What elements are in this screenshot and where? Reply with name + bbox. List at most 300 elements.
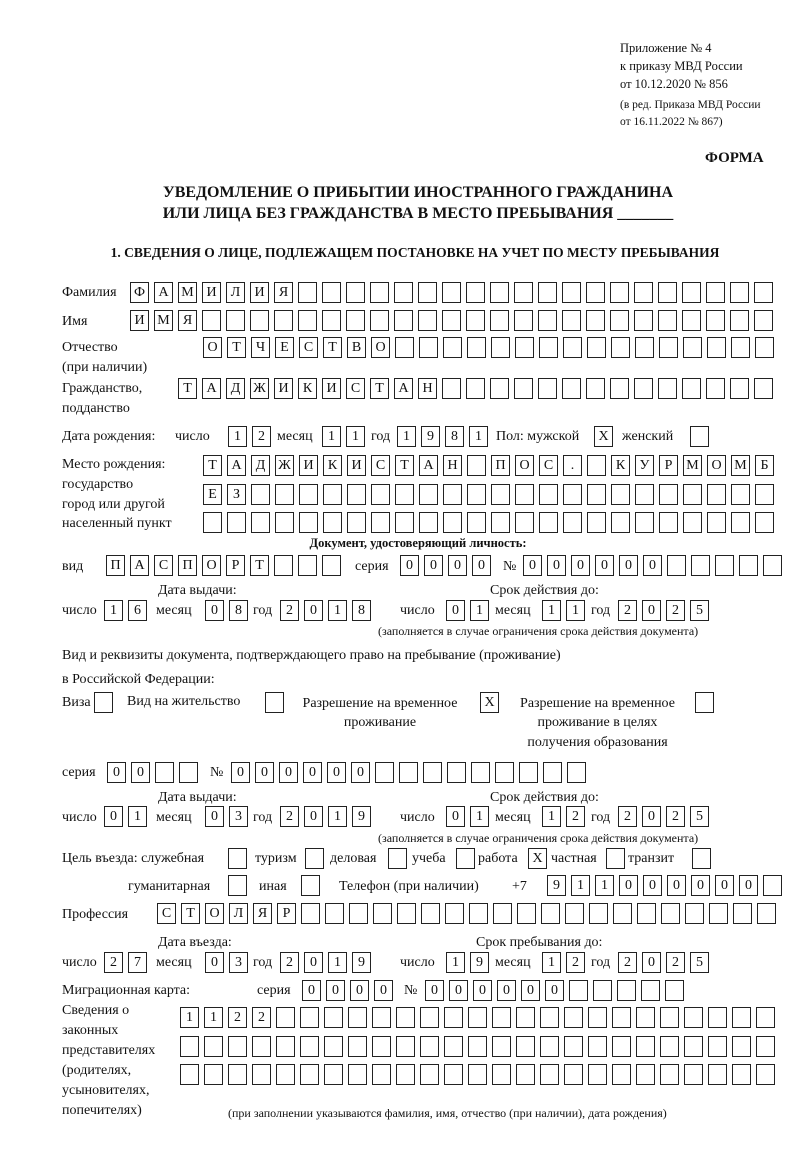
letter-cell[interactable] — [684, 1064, 703, 1085]
letter-cell[interactable] — [610, 378, 629, 399]
letter-cell[interactable]: 1 — [469, 426, 488, 447]
letter-cell[interactable] — [514, 282, 533, 303]
letter-cell[interactable] — [682, 310, 701, 331]
letter-cell[interactable] — [299, 512, 318, 533]
letter-cell[interactable] — [371, 484, 390, 505]
checkbox[interactable] — [388, 848, 407, 869]
letter-cell[interactable] — [637, 903, 656, 924]
letter-cell[interactable] — [371, 512, 390, 533]
letter-cell[interactable]: 2 — [252, 1007, 271, 1028]
letter-cell[interactable]: 0 — [279, 762, 298, 783]
letter-cell[interactable]: 0 — [642, 806, 661, 827]
letter-cell[interactable] — [732, 1007, 751, 1028]
letter-cell[interactable]: И — [274, 378, 293, 399]
letter-cell[interactable] — [586, 310, 605, 331]
letter-cell[interactable]: А — [227, 455, 246, 476]
letter-cell[interactable] — [324, 1007, 343, 1028]
letter-cell[interactable] — [300, 1007, 319, 1028]
letter-cell[interactable] — [490, 378, 509, 399]
letter-cell[interactable]: 0 — [523, 555, 542, 576]
letter-cell[interactable]: Е — [203, 484, 222, 505]
letter-cell[interactable]: Ч — [251, 337, 270, 358]
letter-cell[interactable] — [540, 1007, 559, 1028]
letter-cell[interactable] — [731, 337, 750, 358]
letter-cell[interactable] — [468, 1064, 487, 1085]
letter-cell[interactable] — [251, 484, 270, 505]
letter-cell[interactable] — [515, 337, 534, 358]
letter-cell[interactable] — [587, 484, 606, 505]
letter-cell[interactable]: 1 — [322, 426, 341, 447]
letter-cell[interactable] — [467, 455, 486, 476]
letter-cell[interactable] — [444, 1036, 463, 1057]
letter-cell[interactable]: 0 — [425, 980, 444, 1001]
letter-cell[interactable] — [491, 512, 510, 533]
letter-cell[interactable] — [466, 378, 485, 399]
letter-cell[interactable] — [299, 484, 318, 505]
letter-cell[interactable]: Е — [275, 337, 294, 358]
letter-cell[interactable]: 1 — [104, 600, 123, 621]
letter-cell[interactable] — [395, 484, 414, 505]
letter-cell[interactable]: 2 — [618, 952, 637, 973]
letter-cell[interactable]: О — [707, 455, 726, 476]
checkbox[interactable] — [692, 848, 711, 869]
letter-cell[interactable]: А — [202, 378, 221, 399]
letter-cell[interactable] — [730, 310, 749, 331]
letter-cell[interactable]: О — [515, 455, 534, 476]
letter-cell[interactable] — [397, 903, 416, 924]
letter-cell[interactable]: Ж — [250, 378, 269, 399]
letter-cell[interactable]: 9 — [421, 426, 440, 447]
letter-cell[interactable] — [442, 378, 461, 399]
letter-cell[interactable] — [180, 1064, 199, 1085]
letter-cell[interactable]: 2 — [666, 952, 685, 973]
letter-cell[interactable]: . — [563, 455, 582, 476]
letter-cell[interactable]: 0 — [303, 762, 322, 783]
checkbox[interactable] — [690, 426, 709, 447]
letter-cell[interactable]: 0 — [255, 762, 274, 783]
letter-cell[interactable] — [395, 512, 414, 533]
letter-cell[interactable] — [682, 282, 701, 303]
letter-cell[interactable]: К — [611, 455, 630, 476]
letter-cell[interactable] — [755, 337, 774, 358]
letter-cell[interactable] — [467, 484, 486, 505]
letter-cell[interactable] — [514, 310, 533, 331]
letter-cell[interactable]: И — [130, 310, 149, 331]
letter-cell[interactable] — [491, 337, 510, 358]
letter-cell[interactable]: М — [731, 455, 750, 476]
letter-cell[interactable]: 2 — [666, 600, 685, 621]
letter-cell[interactable]: А — [154, 282, 173, 303]
letter-cell[interactable]: Р — [659, 455, 678, 476]
letter-cell[interactable] — [756, 1036, 775, 1057]
letter-cell[interactable]: 3 — [229, 806, 248, 827]
letter-cell[interactable] — [444, 1007, 463, 1028]
letter-cell[interactable]: И — [299, 455, 318, 476]
letter-cell[interactable]: 8 — [352, 600, 371, 621]
letter-cell[interactable] — [468, 1036, 487, 1057]
letter-cell[interactable] — [490, 310, 509, 331]
letter-cell[interactable] — [564, 1007, 583, 1028]
letter-cell[interactable] — [492, 1007, 511, 1028]
letter-cell[interactable] — [665, 980, 684, 1001]
letter-cell[interactable] — [563, 337, 582, 358]
letter-cell[interactable] — [466, 310, 485, 331]
letter-cell[interactable] — [491, 484, 510, 505]
letter-cell[interactable] — [396, 1036, 415, 1057]
letter-cell[interactable]: 9 — [547, 875, 566, 896]
letter-cell[interactable]: 1 — [542, 600, 561, 621]
letter-cell[interactable] — [755, 512, 774, 533]
letter-cell[interactable]: 0 — [449, 980, 468, 1001]
letter-cell[interactable] — [373, 903, 392, 924]
letter-cell[interactable] — [587, 455, 606, 476]
letter-cell[interactable]: Т — [227, 337, 246, 358]
letter-cell[interactable] — [180, 1036, 199, 1057]
letter-cell[interactable] — [660, 1007, 679, 1028]
letter-cell[interactable]: О — [205, 903, 224, 924]
letter-cell[interactable] — [228, 1064, 247, 1085]
letter-cell[interactable]: 1 — [446, 952, 465, 973]
letter-cell[interactable]: С — [299, 337, 318, 358]
letter-cell[interactable]: П — [106, 555, 125, 576]
letter-cell[interactable]: 1 — [571, 875, 590, 896]
letter-cell[interactable] — [442, 310, 461, 331]
letter-cell[interactable] — [685, 903, 704, 924]
letter-cell[interactable] — [419, 512, 438, 533]
letter-cell[interactable] — [516, 1007, 535, 1028]
letter-cell[interactable] — [372, 1064, 391, 1085]
letter-cell[interactable]: И — [322, 378, 341, 399]
letter-cell[interactable] — [395, 337, 414, 358]
letter-cell[interactable]: 9 — [352, 952, 371, 973]
letter-cell[interactable]: 0 — [326, 980, 345, 1001]
letter-cell[interactable] — [493, 903, 512, 924]
checkbox[interactable]: X — [594, 426, 613, 447]
letter-cell[interactable]: 1 — [470, 600, 489, 621]
letter-cell[interactable]: 0 — [350, 980, 369, 1001]
letter-cell[interactable]: А — [130, 555, 149, 576]
letter-cell[interactable] — [515, 484, 534, 505]
letter-cell[interactable]: 0 — [374, 980, 393, 1001]
letter-cell[interactable] — [635, 512, 654, 533]
letter-cell[interactable] — [322, 310, 341, 331]
letter-cell[interactable] — [565, 903, 584, 924]
letter-cell[interactable] — [636, 1036, 655, 1057]
letter-cell[interactable]: П — [178, 555, 197, 576]
letter-cell[interactable] — [684, 1007, 703, 1028]
letter-cell[interactable]: Л — [229, 903, 248, 924]
letter-cell[interactable] — [323, 512, 342, 533]
letter-cell[interactable]: 0 — [643, 555, 662, 576]
letter-cell[interactable] — [709, 903, 728, 924]
letter-cell[interactable]: Т — [370, 378, 389, 399]
letter-cell[interactable] — [516, 1064, 535, 1085]
letter-cell[interactable] — [708, 1007, 727, 1028]
letter-cell[interactable]: 0 — [642, 600, 661, 621]
letter-cell[interactable] — [276, 1064, 295, 1085]
letter-cell[interactable]: 9 — [470, 952, 489, 973]
letter-cell[interactable] — [634, 378, 653, 399]
letter-cell[interactable]: С — [539, 455, 558, 476]
letter-cell[interactable] — [251, 512, 270, 533]
letter-cell[interactable]: Т — [181, 903, 200, 924]
letter-cell[interactable] — [730, 282, 749, 303]
letter-cell[interactable] — [538, 282, 557, 303]
letter-cell[interactable] — [346, 282, 365, 303]
letter-cell[interactable]: 5 — [690, 806, 709, 827]
letter-cell[interactable]: Т — [323, 337, 342, 358]
letter-cell[interactable] — [612, 1007, 631, 1028]
letter-cell[interactable]: 1 — [566, 600, 585, 621]
letter-cell[interactable] — [202, 310, 221, 331]
letter-cell[interactable]: 8 — [445, 426, 464, 447]
letter-cell[interactable] — [399, 762, 418, 783]
letter-cell[interactable] — [613, 903, 632, 924]
letter-cell[interactable] — [755, 484, 774, 505]
letter-cell[interactable] — [660, 1036, 679, 1057]
letter-cell[interactable] — [490, 282, 509, 303]
letter-cell[interactable] — [492, 1064, 511, 1085]
letter-cell[interactable] — [468, 1007, 487, 1028]
letter-cell[interactable] — [466, 282, 485, 303]
letter-cell[interactable] — [612, 1036, 631, 1057]
letter-cell[interactable] — [419, 484, 438, 505]
letter-cell[interactable] — [611, 337, 630, 358]
letter-cell[interactable] — [252, 1064, 271, 1085]
letter-cell[interactable]: 0 — [104, 806, 123, 827]
letter-cell[interactable] — [519, 762, 538, 783]
letter-cell[interactable]: М — [683, 455, 702, 476]
letter-cell[interactable] — [492, 1036, 511, 1057]
letter-cell[interactable]: 2 — [566, 952, 585, 973]
checkbox[interactable] — [265, 692, 284, 713]
letter-cell[interactable]: 9 — [352, 806, 371, 827]
letter-cell[interactable] — [733, 903, 752, 924]
letter-cell[interactable]: Р — [277, 903, 296, 924]
letter-cell[interactable] — [471, 762, 490, 783]
letter-cell[interactable]: 0 — [205, 952, 224, 973]
letter-cell[interactable] — [375, 762, 394, 783]
letter-cell[interactable] — [683, 512, 702, 533]
letter-cell[interactable] — [563, 512, 582, 533]
letter-cell[interactable] — [541, 903, 560, 924]
letter-cell[interactable] — [322, 282, 341, 303]
letter-cell[interactable] — [636, 1007, 655, 1028]
letter-cell[interactable] — [325, 903, 344, 924]
letter-cell[interactable]: 0 — [446, 600, 465, 621]
letter-cell[interactable]: 1 — [542, 952, 561, 973]
letter-cell[interactable] — [298, 310, 317, 331]
letter-cell[interactable] — [539, 512, 558, 533]
letter-cell[interactable]: 0 — [327, 762, 346, 783]
letter-cell[interactable] — [658, 282, 677, 303]
letter-cell[interactable] — [323, 484, 342, 505]
letter-cell[interactable] — [538, 310, 557, 331]
letter-cell[interactable] — [203, 512, 222, 533]
letter-cell[interactable]: Б — [755, 455, 774, 476]
letter-cell[interactable]: А — [394, 378, 413, 399]
letter-cell[interactable]: 1 — [128, 806, 147, 827]
letter-cell[interactable] — [562, 378, 581, 399]
letter-cell[interactable] — [586, 378, 605, 399]
letter-cell[interactable]: 1 — [397, 426, 416, 447]
letter-cell[interactable] — [739, 555, 758, 576]
letter-cell[interactable] — [324, 1036, 343, 1057]
letter-cell[interactable] — [538, 378, 557, 399]
letter-cell[interactable]: Л — [226, 282, 245, 303]
letter-cell[interactable] — [274, 555, 293, 576]
letter-cell[interactable] — [348, 1036, 367, 1057]
letter-cell[interactable]: 0 — [545, 980, 564, 1001]
letter-cell[interactable] — [659, 337, 678, 358]
letter-cell[interactable] — [324, 1064, 343, 1085]
letter-cell[interactable]: 2 — [666, 806, 685, 827]
letter-cell[interactable] — [346, 310, 365, 331]
letter-cell[interactable] — [660, 1064, 679, 1085]
letter-cell[interactable]: З — [227, 484, 246, 505]
letter-cell[interactable] — [588, 1064, 607, 1085]
letter-cell[interactable]: К — [298, 378, 317, 399]
letter-cell[interactable] — [420, 1064, 439, 1085]
letter-cell[interactable] — [707, 337, 726, 358]
letter-cell[interactable] — [635, 484, 654, 505]
checkbox[interactable] — [456, 848, 475, 869]
letter-cell[interactable]: 0 — [304, 952, 323, 973]
letter-cell[interactable]: О — [371, 337, 390, 358]
letter-cell[interactable] — [763, 555, 782, 576]
letter-cell[interactable]: 0 — [642, 952, 661, 973]
letter-cell[interactable] — [347, 484, 366, 505]
checkbox[interactable] — [695, 692, 714, 713]
letter-cell[interactable] — [611, 484, 630, 505]
letter-cell[interactable] — [706, 282, 725, 303]
letter-cell[interactable] — [732, 1064, 751, 1085]
letter-cell[interactable] — [731, 484, 750, 505]
letter-cell[interactable]: 0 — [739, 875, 758, 896]
letter-cell[interactable]: 3 — [229, 952, 248, 973]
letter-cell[interactable] — [420, 1007, 439, 1028]
letter-cell[interactable] — [396, 1007, 415, 1028]
letter-cell[interactable] — [298, 282, 317, 303]
letter-cell[interactable] — [370, 310, 389, 331]
letter-cell[interactable] — [636, 1064, 655, 1085]
letter-cell[interactable] — [634, 282, 653, 303]
letter-cell[interactable] — [515, 512, 534, 533]
letter-cell[interactable]: Ж — [275, 455, 294, 476]
letter-cell[interactable] — [300, 1064, 319, 1085]
letter-cell[interactable] — [588, 1007, 607, 1028]
letter-cell[interactable] — [564, 1064, 583, 1085]
letter-cell[interactable] — [684, 1036, 703, 1057]
checkbox[interactable]: X — [480, 692, 499, 713]
letter-cell[interactable]: 2 — [104, 952, 123, 973]
letter-cell[interactable] — [418, 310, 437, 331]
checkbox[interactable] — [94, 692, 113, 713]
letter-cell[interactable]: 5 — [690, 952, 709, 973]
letter-cell[interactable]: 0 — [571, 555, 590, 576]
letter-cell[interactable]: 1 — [328, 600, 347, 621]
letter-cell[interactable]: В — [347, 337, 366, 358]
letter-cell[interactable] — [732, 1036, 751, 1057]
letter-cell[interactable] — [562, 310, 581, 331]
letter-cell[interactable] — [706, 310, 725, 331]
letter-cell[interactable] — [569, 980, 588, 1001]
letter-cell[interactable]: 5 — [690, 600, 709, 621]
letter-cell[interactable] — [443, 484, 462, 505]
letter-cell[interactable]: Д — [226, 378, 245, 399]
letter-cell[interactable] — [683, 337, 702, 358]
letter-cell[interactable]: 0 — [448, 555, 467, 576]
letter-cell[interactable] — [756, 1064, 775, 1085]
letter-cell[interactable]: Н — [418, 378, 437, 399]
letter-cell[interactable]: К — [323, 455, 342, 476]
letter-cell[interactable]: М — [178, 282, 197, 303]
letter-cell[interactable]: Т — [395, 455, 414, 476]
letter-cell[interactable] — [228, 1036, 247, 1057]
checkbox[interactable]: X — [528, 848, 547, 869]
letter-cell[interactable] — [691, 555, 710, 576]
letter-cell[interactable] — [659, 484, 678, 505]
letter-cell[interactable] — [179, 762, 198, 783]
letter-cell[interactable]: 7 — [128, 952, 147, 973]
letter-cell[interactable] — [276, 1007, 295, 1028]
checkbox[interactable] — [305, 848, 324, 869]
letter-cell[interactable] — [252, 1036, 271, 1057]
letter-cell[interactable] — [418, 282, 437, 303]
letter-cell[interactable] — [443, 512, 462, 533]
letter-cell[interactable] — [715, 555, 734, 576]
letter-cell[interactable] — [372, 1036, 391, 1057]
checkbox[interactable] — [228, 848, 247, 869]
letter-cell[interactable] — [708, 1064, 727, 1085]
letter-cell[interactable] — [469, 903, 488, 924]
letter-cell[interactable]: А — [419, 455, 438, 476]
letter-cell[interactable]: 0 — [302, 980, 321, 1001]
letter-cell[interactable]: 0 — [351, 762, 370, 783]
letter-cell[interactable]: 2 — [228, 1007, 247, 1028]
letter-cell[interactable]: 0 — [619, 555, 638, 576]
letter-cell[interactable]: 0 — [691, 875, 710, 896]
letter-cell[interactable] — [730, 378, 749, 399]
letter-cell[interactable] — [514, 378, 533, 399]
letter-cell[interactable] — [372, 1007, 391, 1028]
letter-cell[interactable]: 2 — [618, 600, 637, 621]
letter-cell[interactable]: О — [202, 555, 221, 576]
letter-cell[interactable] — [447, 762, 466, 783]
letter-cell[interactable]: Н — [443, 455, 462, 476]
letter-cell[interactable]: 1 — [328, 806, 347, 827]
letter-cell[interactable] — [567, 762, 586, 783]
letter-cell[interactable]: 2 — [280, 806, 299, 827]
letter-cell[interactable]: 1 — [328, 952, 347, 973]
letter-cell[interactable]: Я — [253, 903, 272, 924]
letter-cell[interactable] — [658, 378, 677, 399]
letter-cell[interactable] — [443, 337, 462, 358]
letter-cell[interactable] — [563, 484, 582, 505]
letter-cell[interactable] — [593, 980, 612, 1001]
letter-cell[interactable] — [658, 310, 677, 331]
letter-cell[interactable] — [612, 1064, 631, 1085]
letter-cell[interactable] — [349, 903, 368, 924]
letter-cell[interactable] — [250, 310, 269, 331]
letter-cell[interactable] — [756, 1007, 775, 1028]
letter-cell[interactable] — [421, 903, 440, 924]
letter-cell[interactable] — [276, 1036, 295, 1057]
letter-cell[interactable]: 2 — [566, 806, 585, 827]
letter-cell[interactable] — [543, 762, 562, 783]
letter-cell[interactable] — [562, 282, 581, 303]
letter-cell[interactable] — [423, 762, 442, 783]
